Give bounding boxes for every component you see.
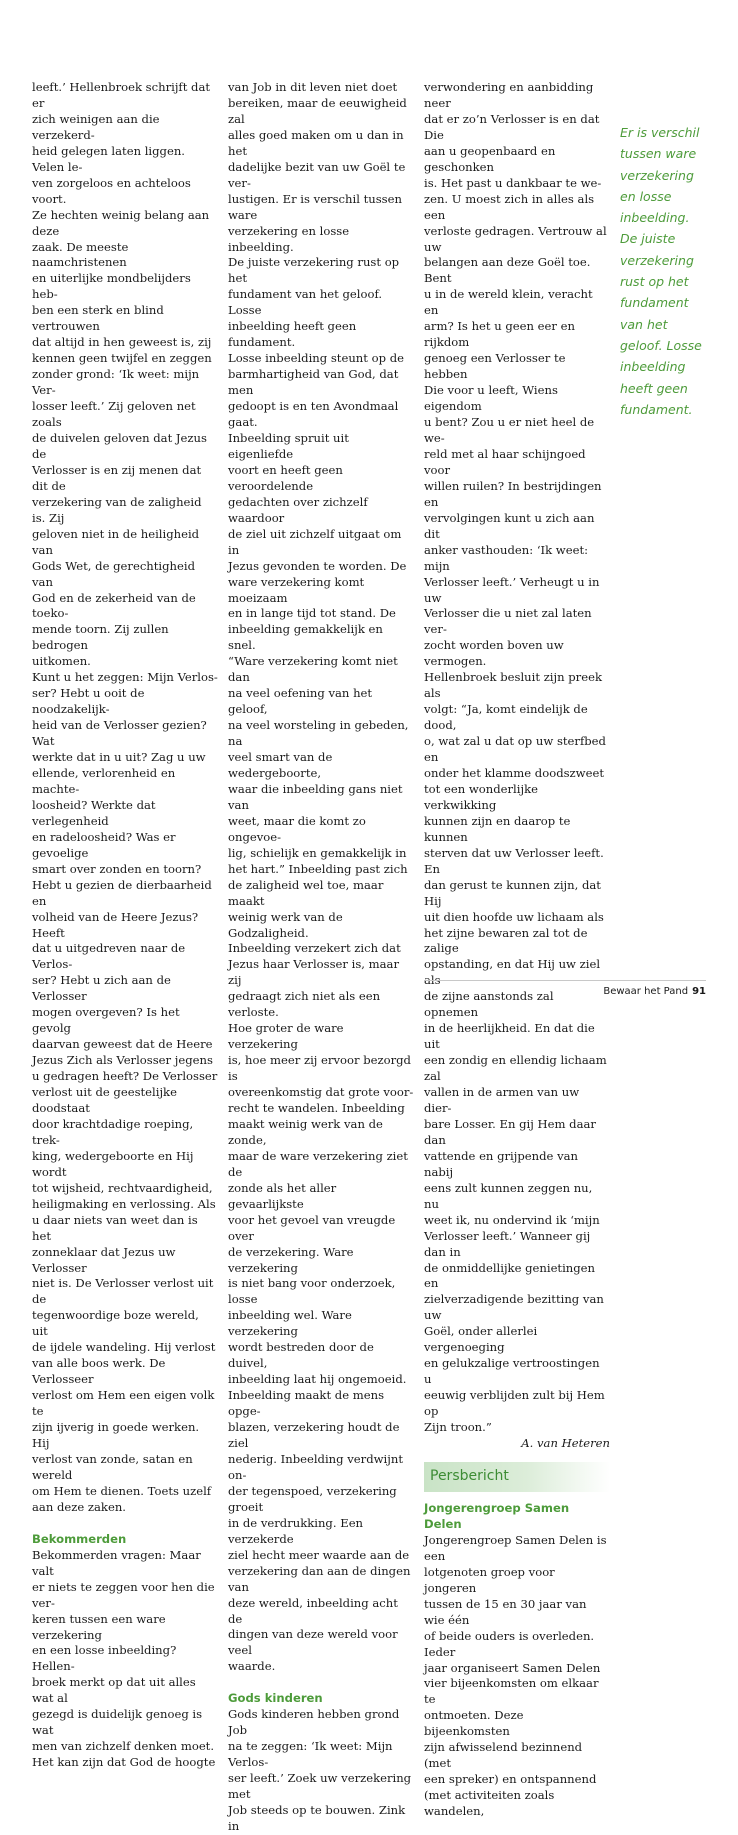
body-text: Jongerengroep Samen Delen is een lotgenoten groep voor jongeren tussen de 15 en 30 jaar van wie één of beide ouders is overleden. Ieder jaar organiseert Samen Delen vier bijeenkomsten om elkaar te ontmoeten. Deze bijeenkomsten zijn afwisselend bezinnend (met een spreker) en ontspannend (met activiteiten zoals wandelen,: [424, 1532, 607, 1819]
author-signature: A. van Heteren: [521, 1436, 610, 1451]
pull-quote: Er is verschil tussen ware verzekering en losse inbeelding. De juiste verzekering rust op het fundament van het geloof. Losse inbeelding heeft geen fundament.: [620, 125, 702, 417]
column-2: [228, 80, 414, 1835]
body-text: verwondering en aanbidding neer dat er zo’n Verlosser is en dat Die aan u geopenbaard en geschonken is. Het past u dankbaar te we- zen. U moest zich in alles als een verloste gedragen. Vertrouw al uw belangen aan deze Goël toe. Bent u in de wereld klein, veracht en arm? Is het u geen eer en rijkdom genoeg een Verlosser te hebben Die voor u leeft, Wiens eigendom u bent? Zou u er niet heel de we- reld met al haar schijngoed voor willen ruilen? In bestrijdingen en vervolgingen kunt u zich aan dit anker vasthouden: ‘Ik weet: mijn Verlosser leeft.’ Verheugt u in uw Verlosser die u niet zal laten ver- zocht worden boven uw vermogen. Hellenbroek besluit zijn preek als volgt: “Ja, komt eindelijk de dood, o, wat zal u dat op uw sterfbed en onder het klamme doodszweet tot een wonderlijke verkwikking kunnen zijn en daarop te kunnen sterven dat uw Verlosser leeft. En dan gerust te kunnen zijn, dat Hij uit dien hoofde uw lichaam als het zijne bewaren zal tot de zalige opstanding, en dat Hij uw ziel als de zijne aanstonds zal opnemen in de heerlijkheid. En dat die uit een zondig en ellendig lichaam zal vallen in de armen van uw dier- bare Losser. En gij Hem daar dan vattende en grijpende van nabij eens zult kunnen zeggen nu, nu weet ik, nu ondervind ik ‘mijn Verlosser leeft.’ Wanneer gij dan in de onmiddellijke genietingen en zielverzadigende bezitting van uw Goël, onder allerlei vergenoeging en gelukzalige vertroostingen u eeuwig verblijden zult bij Hem op Zijn troon.”: [424, 80, 607, 1435]
magazine-title: Bewaar het Pand: [603, 986, 689, 997]
persbericht-banner: [424, 1462, 610, 1492]
banner-label: Persbericht: [430, 1467, 509, 1484]
column-3: [424, 80, 610, 1820]
section-heading-bekommerden: Bekommerden: [32, 1531, 127, 1546]
column-1: [32, 80, 218, 1771]
body-text: van Job in dit leven niet doet bereiken, maar de eeuwigheid zal alles goed maken om u dan in het dadelijke bezit van uw Goël te ver- lustigen. Er is verschil tussen ware verzekering en losse inbeelding. De juiste verzekering rust op het fundament van het geloof. Losse inbeelding heeft geen fundament. Losse inbeelding steunt op de barmhartigheid van God, dat men gedoopt is en ten Avondmaal gaat. Inbeelding spruit uit eigenliefde voort en heeft geen veroordelende gedachten over zichzelf waardoor de ziel uit zichzelf uitgaat om in Jezus gevonden te worden. De ware verzekering komt moeizaam en in lange tijd tot stand. De inbeelding gemakkelijk en snel. “Ware verzekering komt niet dan na veel oefening van het geloof, na veel worsteling in gebeden, na veel smart van de wedergeboorte, waar die inbeelding gans niet van weet, maar die komt zo ongevoe- lig, schielijk en gemakkelijk in het hart.” Inbeelding past zich de zaligheid wel toe, maar maakt weinig werk van de Godzaligheid. Inbeelding verzekert zich dat Jezus haar Verlosser is, maar zij gedraagt zich niet als een verloste. Hoe groter de ware verzekering is, hoe meer zij ervoor bezorgd is overeenkomstig dat grote voor- recht te wandelen. Inbeelding maakt weinig werk van de zonde, maar de ware verzekering ziet de zonde als het aller gevaarlijkste voor het gevoel van vreugde over de verzekering. Ware verzekering is niet bang voor onderzoek, losse inbeelding wel. Ware verzekering wordt bestreden door de duivel, inbeelding laat hij ongemoeid. Inbeelding maakt de mens opge- blazen, verzekering houdt de ziel nederig. Inbeelding verdwijnt on- der tegenspoed, verzekering groeit in de verdrukking. Een verzekerde ziel hecht meer waarde aan de verzekering dan aan de dingen van deze wereld, inbeelding acht de dingen van deze wereld voor veel waarde.: [228, 80, 414, 1674]
section-heading-jongerengroep: Jongerengroep Samen Delen: [424, 1500, 570, 1531]
section-heading-gods-kinderen: Gods kinderen: [228, 1691, 323, 1706]
page-number: 91: [692, 986, 706, 997]
footer-divider: [424, 980, 706, 981]
body-text: leeft.’ Hellenbroek schrijft dat er zich weinigen aan die verzekerd- heid gelegen laten liggen. Velen le- ven zorgeloos en achteloos voort. Ze hechten weinig belang aan deze zaak. De meeste naamchristenen en uiterlijke mondbelijders heb- ben een sterk en blind vertrouwen dat altijd in hen geweest is, zij kennen geen twijfel en zeggen zonder grond: ‘Ik weet: mijn Ver- losser leeft.’ Zij geloven net zoals de duivelen geloven dat Jezus de Verlosser is en zij menen dat dit de verzekering van de zaligheid is. Zij geloven niet in de heiligheid van Gods Wet, de gerechtigheid van God en de zekerheid van de toeko- mende toorn. Zij zullen bedrogen uitkomen. Kunt u het zeggen: Mijn Verlos- ser? Hebt u ooit de noodzakelijk- heid van de Verlosser gezien? Wat werkte dat in u uit? Zag u uw ellende, verlorenheid en machte- loosheid? Werkte dat verlegenheid en radeloosheid? Was er gevoelige smart over zonden en toorn? Hebt u gezien de dierbaarheid en volheid van de Heere Jezus? Heeft dat u uitgedreven naar de Verlos- ser? Hebt u zich aan de Verlosser mogen overgeven? Is het gevolg daarvan geweest dat de Heere Jezus Zich als Verlosser jegens u gedragen heeft? De Verlosser verlost uit de geestelijke doodstaat door krachtdadige roeping, trek- king, wedergeboorte en Hij wordt tot wijsheid, rechtvaardigheid, heiligmaking en verlossing. Als u daar niets van weet dan is het zonneklaar dat Jezus uw Verlosser niet is. De Verlosser verlost uit de tegenwoordige boze wereld, uit de ijdele wandeling. Hij verlost van alle boos werk. De Verlosseer verlost om Hem een eigen volk te zijn ijverig in goede werken. Hij verlost van zonde, satan en wereld om Hem te dienen. Toets uzelf aan deze zaken.: [32, 80, 218, 1514]
body-text: Gods kinderen hebben grond Job na te zeggen: ‘Ik weet: Mijn Verlos- ser leeft.’ Zoek uw verzekering met Job steeds op te bouwen. Zink in: [228, 1707, 412, 1833]
page-footer: [603, 986, 706, 997]
body-text: Bekommerden vragen: Maar valt er niets te zeggen voor hen die ver- keren tussen een ware verzekering en een losse inbeelding? Hellen- broek merkt op dat uit alles wat al gezegd is duidelijk genoeg is wat men van zichzelf denken moet. Het kan zijn dat God de hoogte: [32, 1547, 216, 1770]
